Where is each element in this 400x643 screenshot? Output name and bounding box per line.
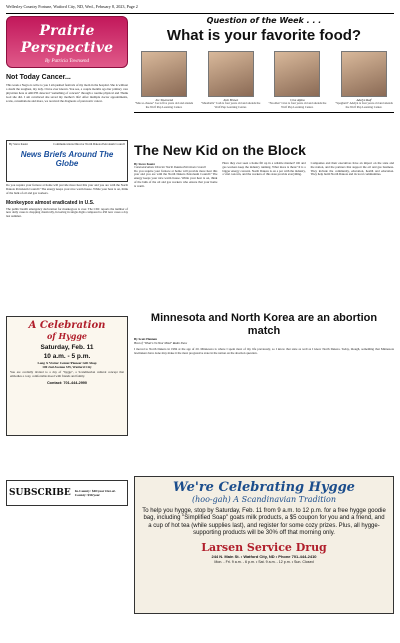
question-people: [134, 51, 394, 110]
person-photo: [208, 51, 254, 97]
hygge-ad-address: 244 N. Main St. • Watford City, ND • Phone 701-444-2410: [211, 554, 317, 560]
person-photo: [341, 51, 387, 97]
left-column: [6, 16, 128, 138]
lower-left-column: [6, 312, 128, 472]
not-today-text: This week a Negro is write to you I am pushed festivals of my mom in the hospital. She is without a doubt the toughest, my lady. I have ever known. You see, a couple months ago her primary care physician here at ARCHS detected "something of concern" through a routine physical and Thank God she did. I am convinced she saved my mother's life! After multiple doctor appointments, scans, consultations and more, we received the diagnosis of pancreatic cancer.: [6, 83, 128, 103]
question-title: What is your favorite food?: [166, 26, 362, 44]
hygge-ad-hours: Mon. - Fri. 9 a.m. - 6 p.m. • Sat. 9 a.m. - 12 p.m. • Sun. Closed: [214, 559, 314, 564]
subscribe-title: SUBSCRIBE: [9, 487, 71, 498]
celebration-place: Long X Visitor Center/Pioneer Gift Shop: [37, 361, 97, 366]
minnesota-title: Minnesota and North Korea are an abortion match: [150, 312, 378, 338]
celebration-text: You are cordially invited to a day of "hygge", a Scandinavian cultural concept that embodies a cozy, comfortable mood with friends and family.: [10, 370, 124, 379]
divider: [134, 112, 394, 113]
minnesota-text: I moved to North Dakota in 1984 at the age of 20. Minnesota is where I spent most of my life previously, so I know that state as well as I know North Dakota. Today, though, something that Minnesota lawmakers have done may make it the most progressive state in the nation on the abortion question.: [134, 346, 394, 355]
column-banner-byline: By Patricia Townsend: [45, 58, 89, 64]
minnesota-byline: By Scott Hennen: [134, 337, 157, 342]
column-banner: [6, 16, 128, 68]
new-kid-byline: By Steve Kautz: [134, 161, 155, 166]
person-card: [267, 51, 327, 110]
subscribe-rates: In-County: $40/year Out-of-County: $50/year: [74, 488, 116, 497]
person-answer: "Noodles" Cruz is four years old and attends the Wolf Pup Learning Center.: [268, 101, 327, 110]
question-label: Question of the Week . . .: [206, 16, 322, 25]
minnesota-article: [134, 312, 394, 472]
new-kid-columns: [134, 162, 394, 189]
person-card: [334, 51, 394, 110]
subscribe-box: [6, 480, 128, 506]
person-photo: [141, 51, 187, 97]
person-card: [134, 51, 194, 110]
hygge-ad: [134, 476, 394, 614]
hygge-ad-subtitle: (hoo-gah) A Scandinavian Tradition: [191, 494, 336, 504]
lower-section: [6, 312, 394, 472]
celebration-time: 10 a.m. - 5 p.m.: [43, 353, 91, 361]
new-kid-article: [134, 140, 394, 310]
not-today-title: Not Today Cancer...: [6, 74, 71, 81]
celebration-place2: 100 2nd Avenue SW, Watford City: [42, 365, 92, 370]
celebration-date: Saturday, Feb. 11: [40, 343, 94, 351]
monkeypox-text: The public health emergency declaration for monkeypox is over. The CDC reports the number of new daily cases is dropping drastically, hovering in single digits compared to 450 new cases a day last summer.: [6, 206, 128, 219]
new-kid-col3: Companies and their executives have an impact on the state and the nation, and the partners that support the oil and gas business. They include the community, education, health and education. They help build North Dakota and its local communities.: [310, 160, 394, 177]
news-briefs-head: [9, 143, 125, 147]
bottom-left-column: [6, 476, 128, 614]
person-answer: "Spaghetti" Adelyn is four years old and attends the Wolf Pup Learning Center.: [335, 101, 393, 110]
hygge-ad-title: We're Celebrating Hygge: [173, 480, 355, 495]
middle-section: [6, 140, 394, 310]
celebration-subtitle: of Hygge: [46, 331, 88, 341]
person-answer: "Mac-n-cheese" Joe is five years old and attends the Wolf Pup Learning Center.: [134, 101, 194, 110]
person-name: Adelyn Ralf: [356, 97, 372, 102]
news-briefs-box: [6, 140, 128, 182]
celebration-ad: [6, 316, 128, 436]
person-photo: [274, 51, 320, 97]
hygge-ad-text: To help you hygge, stop by Saturday, Feb. 11 from 9 a.m. to 12 p.m. for a free hygge goodie bag, including "Simplified Soap" goats milk products, a $5 coupon for you and a friend, and a cup of hot tea (while supplies last), and register for some cozy prizes. Plus, all hygge-supporting products will be 30% off that morning only.: [142, 508, 386, 536]
middle-left-column: [6, 140, 128, 310]
news-briefs-head-right: Communications Director North Dakota Petroleum Council: [53, 142, 125, 146]
new-kid-byline-sub: Communications Director North Dakota Petroleum Council: [134, 164, 207, 169]
person-name: Joe Townsend: [155, 97, 173, 102]
new-kid-col1: [134, 162, 217, 189]
news-briefs-head-left: By Steve Kautz: [9, 142, 28, 146]
question-of-week: [134, 16, 394, 138]
person-name: Josh Brown: [223, 97, 239, 102]
new-kid-title: The New Kid on the Block: [134, 142, 306, 158]
new-kid-col2: Have they ever seen a home fill up in a reliable manner? Oil and gas workers keep the industry running. What more is there? It is a bigger energy concern. North Dakota is on a par with the industry, a vital concern, and the workers of this state provide everything.: [222, 160, 306, 177]
new-kid-col1-text: Do you require your furnace at home will provide more heat this year and you are with the North Dakota Petroleum Council? The energy keeps your nice warm house. While your heat is on, think of the bulk of the oil and gas workers who ensure that your home is warm.: [134, 168, 218, 188]
person-name: Cruz Alpha: [290, 97, 305, 102]
celebration-contact: Contact: 701-444-2990: [46, 381, 88, 386]
column-banner-title: Prairie Perspective: [20, 23, 114, 56]
monkeypox-title: Monkeypox almost eradicated in U.S.: [6, 199, 95, 206]
celebration-title: A Celebration: [28, 320, 106, 331]
hygge-ad-store: Larsen Service Drug: [201, 540, 327, 554]
minnesota-byline-sub: Host of "What's On Your Mind" Radio Show: [134, 341, 188, 346]
news-briefs-text: Do you require your furnace at home will provide more heat this year and you are with the North Dakota Petroleum Council? The energy keeps your nice warm house. While your heat is on, think of the bulk of oil and gas workers.: [6, 183, 128, 195]
bottom-section: [6, 476, 394, 614]
top-section: [6, 16, 394, 138]
person-answer: "Meatballs" Josh is four years old and attends the Wolf Pup Learning Center.: [201, 101, 261, 110]
person-card: [201, 51, 261, 110]
news-briefs-title: News Briefs Around The Globe: [20, 149, 114, 169]
running-head: Wellesley Country Fortune, Watford City, ND, Wed., February 8, 2023, Page 2: [6, 4, 394, 14]
